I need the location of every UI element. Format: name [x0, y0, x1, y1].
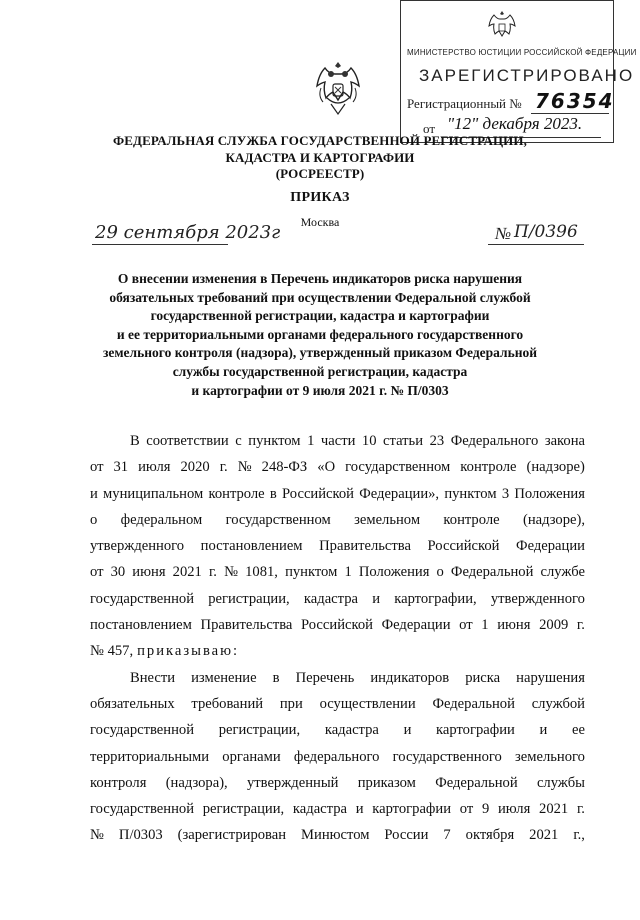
body-word: риска: [465, 669, 501, 686]
body-word: 31: [113, 459, 129, 476]
body-word: июня: [132, 564, 166, 581]
body-word: 1: [481, 617, 489, 634]
body-word: государственной: [90, 722, 195, 739]
body-word: контроле: [460, 459, 517, 476]
body-word: от: [90, 564, 104, 581]
body-word: федеральном: [120, 511, 203, 528]
body-line-text: № 457,: [90, 643, 134, 660]
body-word: №: [224, 564, 238, 581]
body-word: г.: [576, 617, 585, 634]
body-word: Федерации: [381, 617, 451, 634]
body-word: 2020: [180, 459, 210, 476]
document-type: ПРИКАЗ: [290, 190, 350, 205]
body-word: индикаторов: [370, 669, 450, 686]
date-underline: [92, 244, 228, 245]
body-word: г.: [219, 459, 228, 476]
body-word: 1081,: [245, 564, 278, 581]
stamp-emblem-icon: [487, 9, 517, 43]
body-word: закона: [544, 433, 585, 449]
body-line: [90, 822, 585, 848]
body-word: Российской: [301, 617, 373, 634]
body-line: [90, 454, 585, 480]
body-line: [90, 665, 585, 691]
body-line: [90, 586, 585, 612]
body-line: [90, 770, 585, 796]
body-line: [90, 612, 585, 638]
body-word: регистрации,: [218, 722, 301, 739]
body-word: регистрации,: [208, 590, 290, 607]
body-word: контроле: [208, 485, 265, 502]
body-word: постановлением: [200, 538, 303, 555]
body-line: [90, 691, 585, 717]
body-word: пунктом: [285, 564, 338, 581]
body-word: Федеральной: [432, 695, 515, 712]
body-word: земельном: [354, 511, 421, 528]
body-word: в: [272, 669, 280, 686]
order-body: [90, 428, 585, 849]
body-word: №: [237, 459, 252, 476]
body-word: кадастра: [303, 590, 358, 607]
body-word: Перечень: [295, 669, 355, 686]
body-word: федерального: [293, 748, 380, 765]
body-word: государственной: [90, 590, 195, 607]
handwritten-date: 29 сентября 2023г: [95, 222, 281, 243]
body-word: картографии: [372, 801, 452, 818]
body-line: [90, 717, 585, 743]
body-word: государственной: [90, 801, 195, 818]
body-word: 2009: [539, 617, 569, 634]
body-word: 30: [110, 564, 126, 581]
body-word: июля: [497, 801, 531, 818]
body-word: 9: [481, 801, 490, 818]
body-word: изменение: [191, 669, 257, 686]
body-word: Российской: [282, 485, 354, 502]
body-word: земельного: [515, 748, 585, 765]
stamp-ministry-text: МИНИСТЕРСТВО ЮСТИЦИИ РОССИЙСКОЙ ФЕДЕРАЦИИ: [407, 48, 637, 57]
body-word: кадастра: [324, 722, 379, 739]
stamp-date-label: от: [423, 121, 436, 136]
registration-stamp: [400, 0, 637, 143]
body-word: о: [90, 511, 98, 528]
body-word: и: [539, 722, 548, 739]
body-word: г.,: [573, 827, 585, 844]
stamp-regno-label: Регистрационный №: [407, 96, 522, 111]
body-word: и: [355, 801, 364, 818]
order-word: приказываю:: [137, 643, 240, 660]
body-word: утвержденного: [490, 590, 585, 607]
body-word: июля: [138, 459, 171, 476]
body-word: от: [90, 459, 104, 476]
title-line: О внесении изменения в Перечень индикаторов риска нарушения: [117, 271, 523, 286]
stamp-date-value: "12" декабря 2023.: [447, 114, 583, 133]
number-underline: [488, 244, 584, 245]
body-word: статьи: [383, 433, 424, 449]
body-word: Федерального: [450, 433, 539, 449]
body-word: службой: [531, 695, 585, 712]
body-word: 1: [307, 433, 315, 449]
body-word: и: [90, 485, 98, 502]
body-word: государственного: [392, 748, 502, 765]
body-word: Положения: [514, 485, 585, 502]
body-line: [90, 744, 585, 770]
body-word: Федерации: [516, 538, 585, 555]
body-word: В: [130, 433, 140, 449]
body-word: (надзоре),: [522, 511, 585, 528]
coat-of-arms-emblem: [313, 58, 363, 120]
stamp-regno-value: 76354: [535, 89, 615, 113]
body-line: [90, 638, 585, 664]
body-word: регистрации,: [202, 801, 285, 818]
body-word: октября: [465, 827, 515, 844]
body-word: 2021: [539, 801, 569, 818]
body-word: службе: [540, 564, 585, 581]
body-word: (надзора),: [165, 774, 228, 791]
number-sign: №: [495, 224, 512, 243]
body-word: (зарегистрирован: [177, 827, 287, 844]
agency-line-1: ФЕДЕРАЛЬНАЯ СЛУЖБА ГОСУДАРСТВЕННОЙ РЕГИСТРАЦИИ,: [113, 133, 527, 148]
body-word: соответствии: [146, 433, 229, 449]
body-word: государственном: [225, 511, 331, 528]
body-word: утвержденный: [246, 774, 339, 791]
body-word: от: [459, 801, 474, 818]
body-word: П/0303: [118, 827, 163, 844]
body-line: [90, 507, 585, 533]
agency-line-2: КАДАСТРА И КАРТОГРАФИИ: [225, 149, 415, 165]
body-word: Федеральной: [450, 564, 534, 581]
body-word: органами: [222, 748, 281, 765]
body-word: №: [90, 827, 104, 844]
agency-line-3: (РОСРЕЕСТР): [275, 166, 365, 181]
body-word: требований: [191, 695, 264, 712]
body-word: 2021: [529, 827, 559, 844]
body-word: обязательных: [90, 695, 175, 712]
body-word: территориальными: [90, 748, 210, 765]
body-word: муниципальном: [103, 485, 204, 502]
body-word: Российской: [427, 538, 500, 555]
stamp-registered-text: ЗАРЕГИСТРИРОВАНО: [419, 66, 635, 85]
body-word: с: [235, 433, 242, 449]
body-word: постановлением: [90, 617, 192, 634]
agency-header: [100, 133, 540, 183]
body-line: [90, 559, 585, 585]
body-line: [90, 481, 585, 507]
title-line: службы государственной регистрации, кадастра: [172, 363, 468, 379]
body-word: июня: [497, 617, 531, 634]
body-word: г.: [576, 801, 585, 818]
body-word: государственном: [345, 459, 451, 476]
body-word: «О: [317, 459, 336, 476]
body-word: и: [372, 590, 381, 607]
title-line: обязательных требований при осуществлении Федеральной службой: [109, 289, 531, 305]
body-word: при: [279, 695, 303, 712]
body-word: 3: [501, 485, 510, 502]
title-line: государственной регистрации, кадастра и картографии: [150, 308, 490, 324]
body-word: части: [320, 433, 356, 449]
body-word: Федерации»,: [359, 485, 440, 502]
body-word: приказом: [357, 774, 416, 791]
order-title: [95, 270, 545, 400]
body-word: 7: [443, 827, 451, 844]
body-word: картографии: [436, 722, 515, 739]
body-line: [90, 796, 585, 822]
body-word: Правительства: [319, 538, 411, 555]
body-word: контроле: [443, 511, 500, 528]
body-line: [90, 533, 585, 559]
body-word: 10: [361, 433, 377, 449]
body-word: и: [403, 722, 412, 739]
city-name: Москва: [300, 215, 340, 229]
body-line: [90, 428, 585, 454]
body-word: Положения: [358, 564, 430, 581]
body-word: 1: [344, 564, 352, 581]
body-word: в: [269, 485, 277, 502]
body-word: Правительства: [200, 617, 293, 634]
body-word: о: [436, 564, 444, 581]
body-word: службы: [536, 774, 585, 791]
body-word: пунктом: [444, 485, 497, 502]
body-word: кадастра: [292, 801, 347, 818]
body-word: Внести: [130, 669, 176, 686]
body-word: нарушения: [516, 669, 585, 686]
title-line: и картографии от 9 июля 2021 г. № П/0303: [191, 382, 449, 398]
body-word: картографии,: [394, 590, 477, 607]
body-word: (надзоре): [526, 459, 585, 476]
body-word: Минюстом: [301, 827, 370, 844]
body-word: 2021: [172, 564, 202, 581]
body-word: утвержденного: [90, 538, 185, 555]
body-word: 248-ФЗ: [261, 459, 308, 476]
body-word: ее: [571, 722, 585, 739]
body-word: контроля: [90, 774, 147, 791]
body-word: 23: [429, 433, 445, 449]
body-word: осуществлении: [319, 695, 416, 712]
body-word: г.: [208, 564, 217, 581]
title-line: земельного контроля (надзора), утвержденный приказом Федеральной: [102, 345, 538, 361]
handwritten-order-number: П/0396: [514, 222, 578, 242]
body-word: России: [384, 827, 429, 844]
body-word: пунктом: [248, 433, 301, 449]
body-word: от: [459, 617, 473, 634]
body-word: Федеральной: [435, 774, 518, 791]
title-line: и ее территориальными органами федерального государственного: [116, 326, 524, 342]
